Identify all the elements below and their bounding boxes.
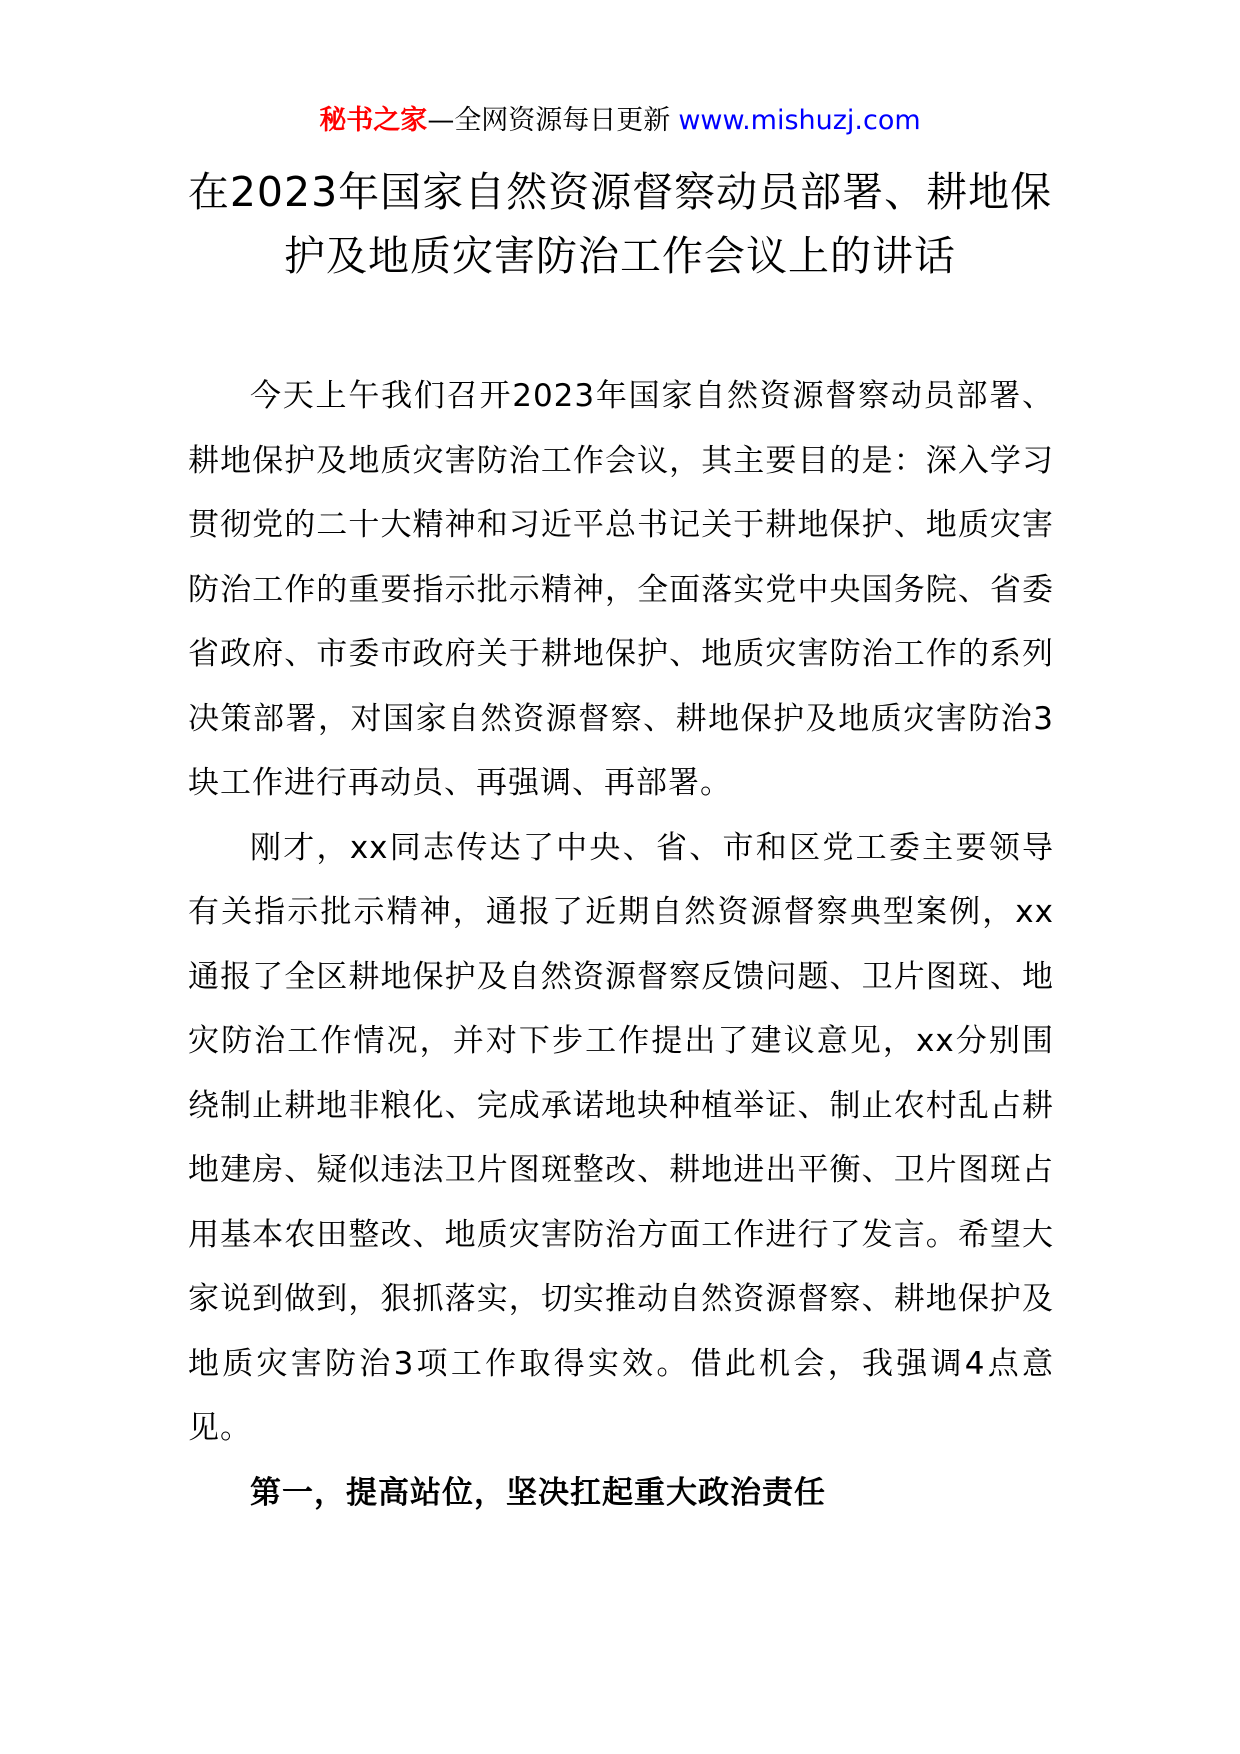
document-title: 在2023年国家自然资源督察动员部署、耕地保护及地质灾害防治工作会议上的讲话 xyxy=(187,168,1053,280)
site-slogan: —全网资源每日更新 xyxy=(427,105,671,136)
site-url-link[interactable]: www.mishuzj.com xyxy=(678,105,921,136)
document-body xyxy=(188,364,1054,1525)
site-name: 秘书之家 xyxy=(319,105,428,136)
body-paragraph: 今天上午我们召开2023年国家自然资源督察动员部署、耕地保护及地质灾害防治工作会议，其主要目的是：深入学习贯彻党的二十大精神和习近平总书记关于耕地保护、地质灾害防治工作的重要指示批示精神，全面落实党中央国务院、省委省政府、市委市政府关于耕地保护、地质灾害防治工作的系列决策部署，对国家自然资源督察、耕地保护及地质灾害防治3块工作进行再动员、再强调、再部署。 xyxy=(188,378,1054,801)
section-heading: 第一，提高站位，坚决扛起重大政治责任 xyxy=(250,1474,826,1511)
site-header-banner xyxy=(0,101,1240,141)
body-paragraph: 刚才，xx同志传达了中央、省、市和区党工委主要领导有关指示批示精神，通报了近期自然资源督察典型案例，xx通报了全区耕地保护及自然资源督察反馈问题、卫片图斑、地灾防治工作情况，并对下步工作提出了建议意见，xx分别围绕制止耕地非粮化、完成承诺地块种植举证、制止农村乱占耕地建房、疑似违法卫片图斑整改、耕地进出平衡、卫片图斑占用基本农田整改、地质灾害防治方面工作进行了发言。希望大家说到做到，狠抓落实，切实推动自然资源督察、耕地保护及地质灾害防治3项工作取得实效。借此机会，我强调4点意见。 xyxy=(188,829,1054,1446)
